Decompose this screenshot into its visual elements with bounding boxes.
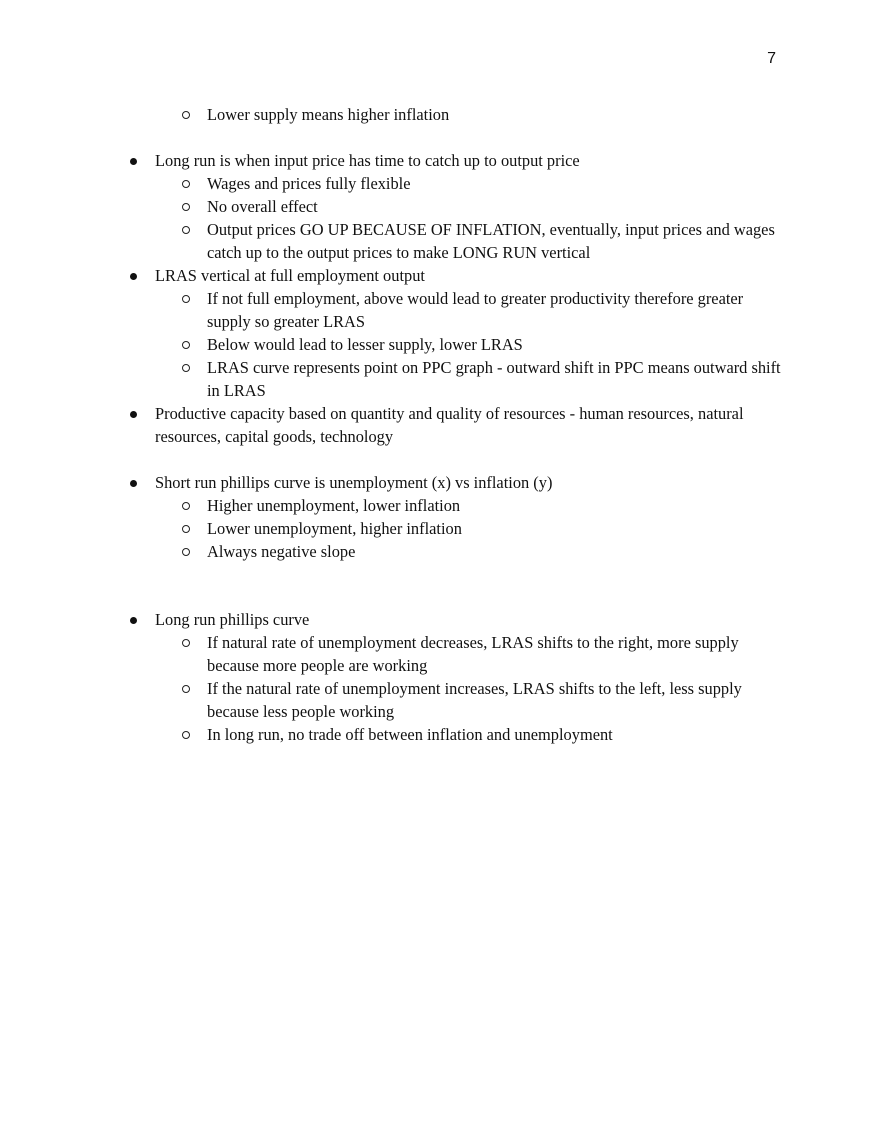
hollow-bullet-icon xyxy=(182,540,190,563)
bullet-item xyxy=(130,149,790,172)
solid-bullet-icon xyxy=(130,264,137,287)
hollow-bullet-icon xyxy=(182,195,190,218)
bullet-text: LRAS vertical at full employment output xyxy=(155,266,425,285)
sub-bullet-text: Output prices GO UP BECAUSE OF INFLATION, eventually, input prices and wages catch up to the output prices to make LONG RUN vertical xyxy=(207,220,775,262)
sub-bullet-item xyxy=(130,333,790,356)
hollow-bullet-icon xyxy=(182,333,190,356)
sub-bullet-item xyxy=(130,677,790,723)
sub-bullet-text: Lower unemployment, higher inflation xyxy=(207,519,462,538)
hollow-bullet-icon xyxy=(182,218,190,241)
hollow-bullet-icon xyxy=(182,517,190,540)
sub-bullet-text: Wages and prices fully flexible xyxy=(207,174,411,193)
sub-bullet-item xyxy=(130,356,790,402)
sub-bullet-text: If the natural rate of unemployment increases, LRAS shifts to the left, less supply because less people working xyxy=(207,679,742,721)
sub-bullet-item xyxy=(130,540,790,563)
sub-bullet-text: Lower supply means higher inflation xyxy=(207,105,450,124)
sub-bullet-text: Always negative slope xyxy=(207,542,356,561)
hollow-bullet-icon xyxy=(182,103,190,126)
solid-bullet-icon xyxy=(130,402,137,425)
sub-bullet-text: If natural rate of unemployment decreases, LRAS shifts to the right, more supply because more people are working xyxy=(207,633,739,675)
sub-bullet-item xyxy=(130,517,790,540)
bullet-item xyxy=(130,402,790,448)
sub-bullet-text: In long run, no trade off between inflation and unemployment xyxy=(207,725,613,744)
solid-bullet-icon xyxy=(130,471,137,494)
sub-bullet-item xyxy=(130,172,790,195)
hollow-bullet-icon xyxy=(182,677,190,700)
hollow-bullet-icon xyxy=(182,356,190,379)
page-number: 7 xyxy=(767,50,776,67)
sub-bullet-text: No overall effect xyxy=(207,197,318,216)
solid-bullet-icon xyxy=(130,608,137,631)
sub-bullet-item xyxy=(130,287,790,333)
hollow-bullet-icon xyxy=(182,723,190,746)
bullet-text: Productive capacity based on quantity and quality of resources - human resources, natural resources, capital goods, technology xyxy=(155,404,744,446)
sub-bullet-item xyxy=(130,218,790,264)
bullet-item xyxy=(130,608,790,631)
sub-bullet-text: If not full employment, above would lead to greater productivity therefore greater supply so greater LRAS xyxy=(207,289,744,331)
sub-bullet-text: LRAS curve represents point on PPC graph - outward shift in PPC means outward shift in LRAS xyxy=(207,358,781,400)
sub-bullet-item xyxy=(130,631,790,677)
bullet-text: Long run is when input price has time to catch up to output price xyxy=(155,151,580,170)
hollow-bullet-icon xyxy=(182,631,190,654)
sub-bullet-text: Higher unemployment, lower inflation xyxy=(207,496,461,515)
sub-bullet-item xyxy=(130,723,790,746)
hollow-bullet-icon xyxy=(182,494,190,517)
sub-bullet-item xyxy=(130,195,790,218)
bullet-text: Long run phillips curve xyxy=(155,610,310,629)
sub-bullet-item xyxy=(130,494,790,517)
notes-list xyxy=(130,103,790,746)
bullet-item xyxy=(130,264,790,287)
sub-bullet-text: Below would lead to lesser supply, lower LRAS xyxy=(207,335,523,354)
solid-bullet-icon xyxy=(130,149,137,172)
hollow-bullet-icon xyxy=(182,172,190,195)
bullet-item xyxy=(130,471,790,494)
sub-bullet-item xyxy=(130,103,790,126)
bullet-text: Short run phillips curve is unemployment (x) vs inflation (y) xyxy=(155,473,553,492)
hollow-bullet-icon xyxy=(182,287,190,310)
